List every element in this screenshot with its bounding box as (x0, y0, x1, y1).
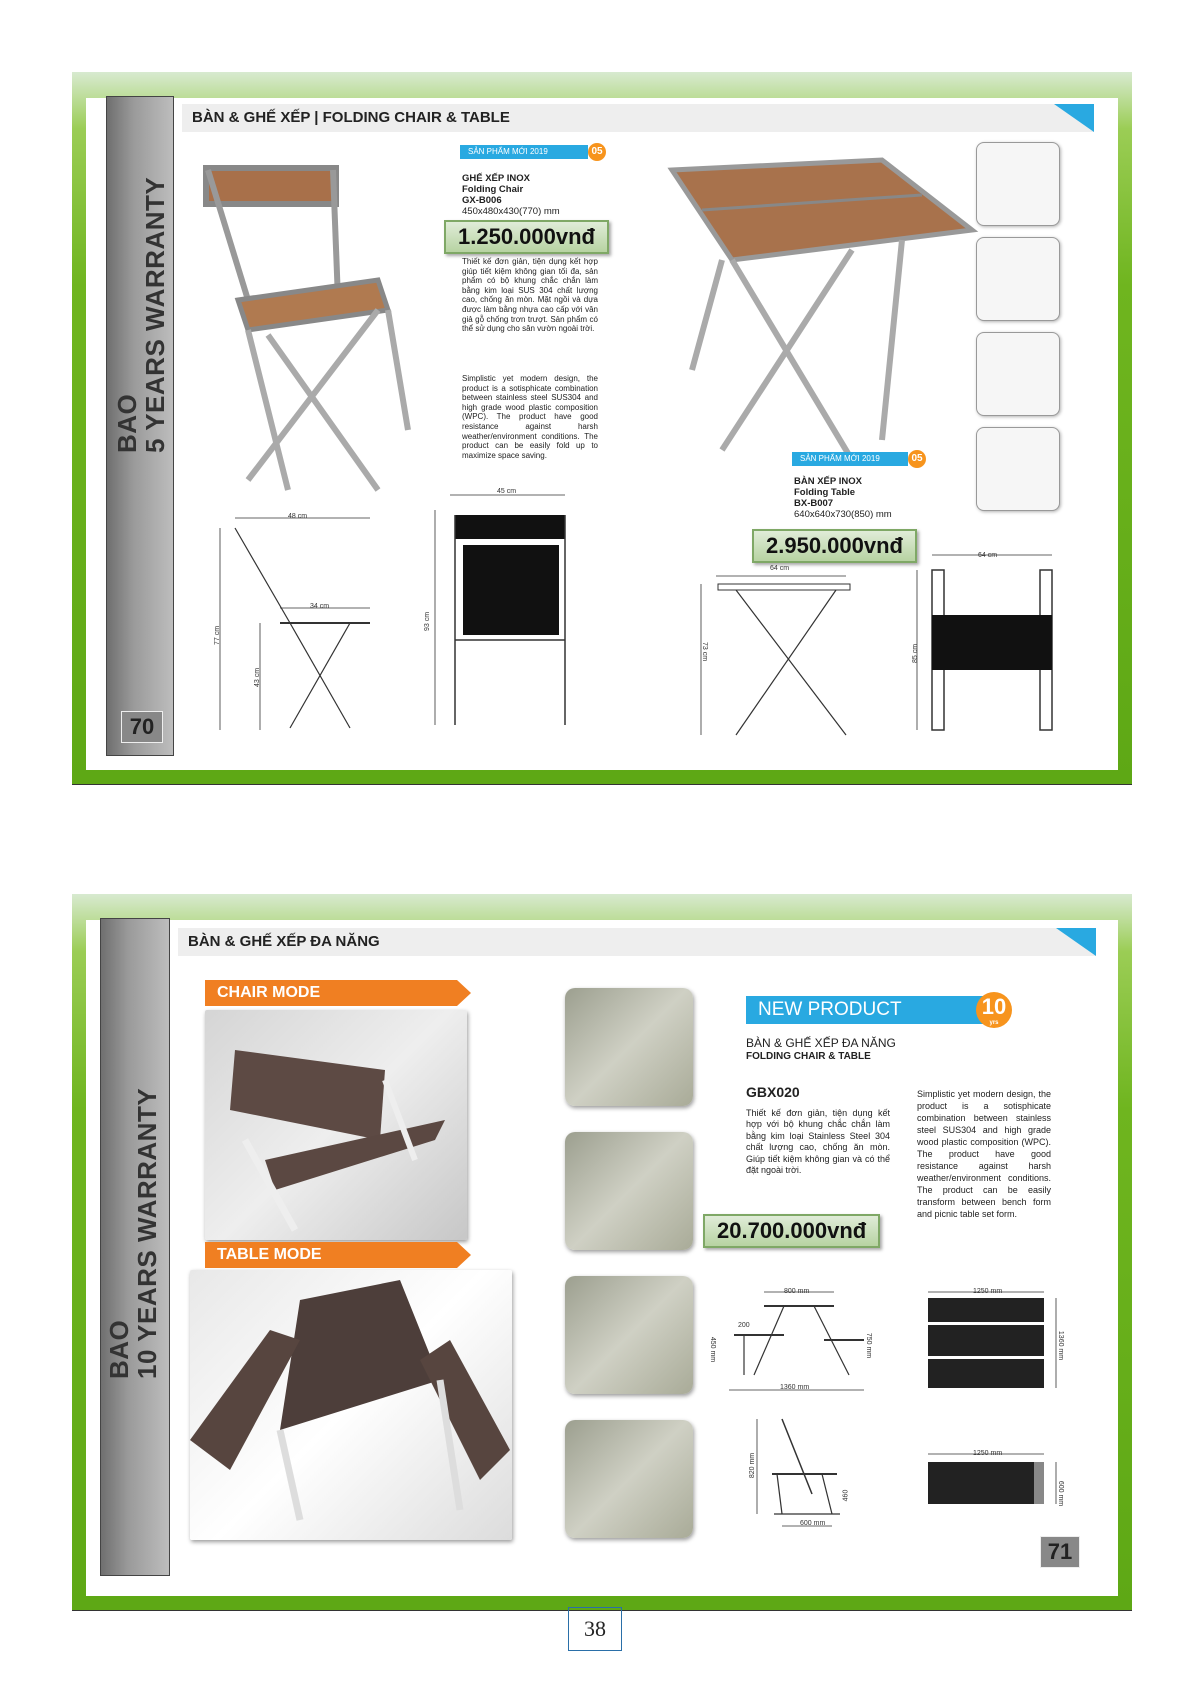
dim-label: 1250 mm (973, 1450, 1003, 1457)
table-name-en: Folding Table (794, 487, 856, 498)
product-desc-vi: Thiết kế đơn giản, tiện dụng kết hợp với bộ khung chắc chắn làm bằng kim loại Stainless Steel 304 chất lượng cao, chống ăn mòn. Giúp tiết kiệm không gian và có thể đặt ngoài trời. (746, 1108, 890, 1176)
dim-label: 64 cm (770, 565, 790, 572)
warranty-years: 5 YEARS WARRANTY (140, 176, 170, 453)
badge-number: 05 (588, 143, 606, 161)
new-2019-badge (792, 452, 923, 466)
transform-step-photo (565, 1276, 693, 1394)
chair-mode-top-drawing (926, 1450, 1066, 1510)
chair-mode-side-drawing (752, 1414, 862, 1534)
badge-text: SẢN PHẨM MỚI 2019 (468, 147, 548, 156)
dim-label: 600 mm (1057, 1480, 1065, 1507)
warranty-label: BAO (112, 393, 142, 453)
section-title: BÀN & GHẾ XẾP | FOLDING CHAIR & TABLE (192, 109, 510, 126)
years-number: 10 (981, 994, 1007, 1019)
ten-years-badge (976, 992, 1012, 1028)
dim-label: 34 cm (310, 603, 330, 610)
fold-step-thumbnail (976, 237, 1060, 321)
folding-chair-photo (198, 160, 428, 500)
warranty-label: BAO (104, 1319, 134, 1379)
chair-front-drawing (425, 490, 575, 740)
product-title-en: FOLDING CHAIR & TABLE (746, 1051, 871, 1062)
header-accent (1056, 928, 1096, 956)
chair-name-vi: GHẾ XẾP INOX (462, 173, 530, 184)
chair-desc-vi: Thiết kế đơn giản, tiện dụng kết hợp giúp tiết kiệm không gian tối đa, sản phẩm có bộ khung chắc chắn làm bằng kim loại SUS 304 chất lượng cao, chống ăn mòn. Mặt ngồi và dựa được làm bằng nhựa cao cấp với vân giả gỗ chống trơn trượt. Sản phẩm có thể sử dụng cho sân vườn ngoài trời. (462, 257, 598, 334)
dim-label: 820 mm (749, 1452, 757, 1479)
years-label: yrs (989, 1020, 999, 1026)
table-side-drawing (696, 570, 876, 740)
dim-label: 45 cm (497, 488, 517, 495)
new-2019-badge (460, 145, 603, 159)
page-number: 71 (1040, 1536, 1080, 1568)
chair-info (462, 173, 622, 217)
chair-side-drawing (210, 508, 380, 738)
dim-label: 200 (738, 1322, 750, 1329)
chair-price: 1.250.000vnđ (444, 220, 609, 254)
transform-step-photo (565, 1132, 693, 1250)
section-title: BÀN & GHẾ XẾP ĐA NĂNG (188, 933, 380, 950)
chair-mode-label: CHAIR MODE (205, 980, 457, 1006)
table-code: BX-B007 (794, 498, 834, 509)
bench-illustration (205, 1010, 467, 1240)
document-page-number: 38 (568, 1607, 622, 1651)
header-accent (1054, 104, 1094, 132)
dim-label: 800 mm (784, 1288, 810, 1295)
new-product-banner: NEW PRODUCT (746, 996, 986, 1024)
chair-desc-en: Simplistic yet modern design, the product is a sotisphicate combination between stainless steel SUS304 and high grade wood plastic composition (WPC). The product have good resistance against harsh weather/environment conditions. The product can be easily fold up to maximize space saving. (462, 374, 598, 460)
fold-step-thumbnail (976, 332, 1060, 416)
chair-code: GX-B006 (462, 195, 502, 206)
dim-label: 43 cm (254, 667, 262, 688)
transform-step-photo (565, 988, 693, 1106)
product-title (746, 1036, 966, 1062)
dim-label: 1360 mm (1057, 1330, 1065, 1361)
dim-label: 450 mm (709, 1336, 717, 1363)
table-name-vi: BÀN XẾP INOX (794, 476, 862, 487)
table-mode-label: TABLE MODE (205, 1242, 457, 1268)
product-price: 20.700.000vnđ (703, 1214, 880, 1248)
dim-label: 93 cm (424, 611, 432, 632)
dim-label: 77 cm (214, 625, 222, 646)
dim-label: 64 cm (978, 552, 998, 559)
page-number: 70 (121, 711, 163, 743)
table-mode-photo (190, 1270, 512, 1540)
dim-label: 48 cm (288, 513, 308, 520)
warranty-years: 10 YEARS WARRANTY (132, 1087, 162, 1379)
badge-number: 05 (908, 450, 926, 468)
fold-step-thumbnail (976, 427, 1060, 511)
warranty-sidebar (100, 918, 170, 1576)
transform-step-photo (565, 1420, 693, 1538)
product-desc-en: Simplistic yet modern design, the product is a sotisphicate combination between stainless steel SUS304 and high grade wood plastic composition (WPC). The product have good resistance against harsh weather/environment conditions. The product can be easily transform between bench form and picnic table set form. (917, 1089, 1051, 1219)
fold-step-thumbnail (976, 142, 1060, 226)
dim-label: 460 (842, 1489, 850, 1502)
dim-label: 750 mm (865, 1332, 873, 1359)
dim-label: 1250 mm (973, 1288, 1003, 1295)
section-header (182, 104, 1094, 132)
product-code: GBX020 (746, 1084, 800, 1100)
chair-name-en: Folding Chair (462, 184, 524, 195)
dim-label: 85 cm (912, 643, 920, 664)
folding-table-photo (672, 160, 982, 470)
dim-label: 600 mm (800, 1520, 826, 1527)
picnic-table-illustration (190, 1270, 512, 1540)
section-header (178, 928, 1096, 956)
table-mode-top-drawing (926, 1288, 1066, 1398)
chair-mode-photo (205, 1010, 467, 1240)
chair-size: 450x480x430(770) mm (462, 206, 560, 217)
table-price: 2.950.000vnđ (752, 529, 917, 563)
warranty-sidebar (106, 96, 174, 756)
product-title-vi: BÀN & GHẾ XẾP ĐA NĂNG (746, 1036, 896, 1050)
badge-text: SẢN PHẨM MỚI 2019 (800, 454, 880, 463)
dim-label: 1360 mm (780, 1384, 810, 1391)
table-info (794, 476, 954, 520)
table-front-drawing (912, 550, 1062, 740)
table-size: 640x640x730(850) mm (794, 509, 892, 520)
dim-label: 73 cm (701, 641, 709, 662)
